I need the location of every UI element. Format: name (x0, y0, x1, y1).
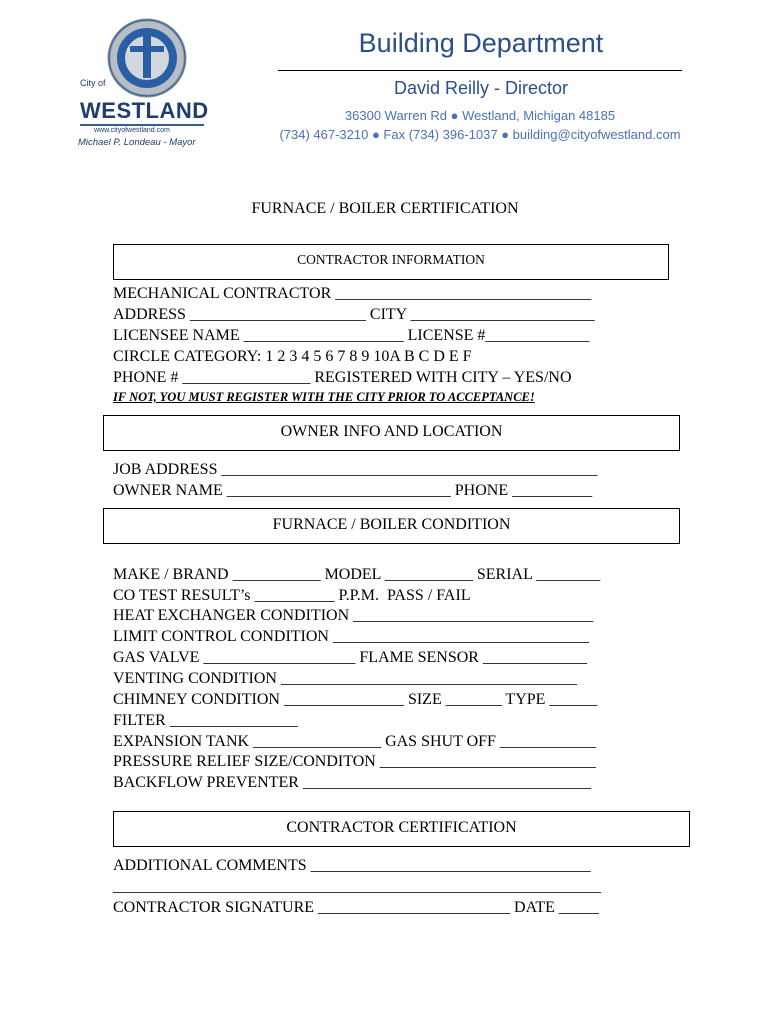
city-logo (72, 16, 222, 151)
condition-section-heading: FURNACE / BOILER CONDITION (103, 508, 680, 544)
job-address-field[interactable]: JOB ADDRESS _______________________________________________ (113, 461, 598, 478)
logo-divider (80, 124, 204, 126)
heat-exchanger-field[interactable]: HEAT EXCHANGER CONDITION ______________________________ (113, 607, 594, 624)
owner-name-phone-field[interactable]: OWNER NAME ____________________________ PHONE __________ (113, 482, 593, 499)
expansion-tank-gas-shutoff-field[interactable]: EXPANSION TANK ________________ GAS SHUT OFF ____________ (113, 733, 596, 750)
owner-section-heading: OWNER INFO AND LOCATION (103, 415, 680, 451)
make-model-serial-field[interactable]: MAKE / BRAND ___________ MODEL ___________ SERIAL ________ (113, 566, 601, 583)
filter-field[interactable]: FILTER ________________ (113, 712, 298, 729)
gas-valve-flame-sensor-field[interactable]: GAS VALVE ___________________ FLAME SENSOR _____________ (113, 649, 587, 666)
director-name: David Reilly - Director (393, 78, 569, 98)
logo-city-name: WESTLAND (80, 98, 209, 123)
chimney-condition-field[interactable]: CHIMNEY CONDITION _______________ SIZE _______ TYPE ______ (113, 691, 598, 708)
circle-category-field[interactable]: CIRCLE CATEGORY: 1 2 3 4 5 6 7 8 9 10A B C D E F (113, 348, 472, 365)
licensee-license-field[interactable]: LICENSEE NAME ____________________ LICENSE #_____________ (113, 327, 590, 344)
logo-website: www.cityofwestland.com (94, 127, 170, 134)
phone-registered-field[interactable]: PHONE # ________________ REGISTERED WITH CITY – YES/NO (113, 369, 572, 386)
form-title: FURNACE / BOILER CERTIFICATION (251, 200, 519, 217)
address-line: 36300 Warren Rd ● Westland, Michigan 48185 (344, 108, 616, 123)
signature-date-field[interactable]: CONTRACTOR SIGNATURE ________________________ DATE _____ (113, 899, 599, 916)
contractor-section-heading: CONTRACTOR INFORMATION (113, 244, 669, 280)
header-rule (278, 70, 682, 71)
venting-condition-field[interactable]: VENTING CONDITION _____________________________________ (113, 670, 577, 687)
logo-city-prefix: City of (80, 78, 106, 88)
limit-control-field[interactable]: LIMIT CONTROL CONDITION ________________________________ (113, 628, 589, 645)
department-title: Building Department (358, 28, 604, 58)
additional-comments-field[interactable]: ADDITIONAL COMMENTS ___________________________________ (113, 857, 591, 874)
logo-mayor: Michael P. Londeau - Mayor (78, 137, 196, 148)
co-test-field[interactable]: CO TEST RESULT’s __________ P.P.M. PASS / FAIL (113, 587, 471, 604)
contact-line: (734) 467-3210 ● Fax (734) 396-1037 ● building@cityofwestland.com (279, 127, 681, 142)
comments-continuation-field[interactable]: _____________________________________________________________ (113, 878, 601, 895)
certification-section-heading: CONTRACTOR CERTIFICATION (113, 811, 690, 847)
backflow-preventer-field[interactable]: BACKFLOW PREVENTER ____________________________________ (113, 774, 591, 791)
pressure-relief-field[interactable]: PRESSURE RELIEF SIZE/CONDITON ___________________________ (113, 753, 596, 770)
registration-warning: IF NOT, YOU MUST REGISTER WITH THE CITY PRIOR TO ACCEPTANCE! (113, 390, 535, 404)
mechanical-contractor-field[interactable]: MECHANICAL CONTRACTOR ________________________________ (113, 285, 592, 302)
address-city-field[interactable]: ADDRESS ______________________ CITY _______________________ (113, 306, 595, 323)
